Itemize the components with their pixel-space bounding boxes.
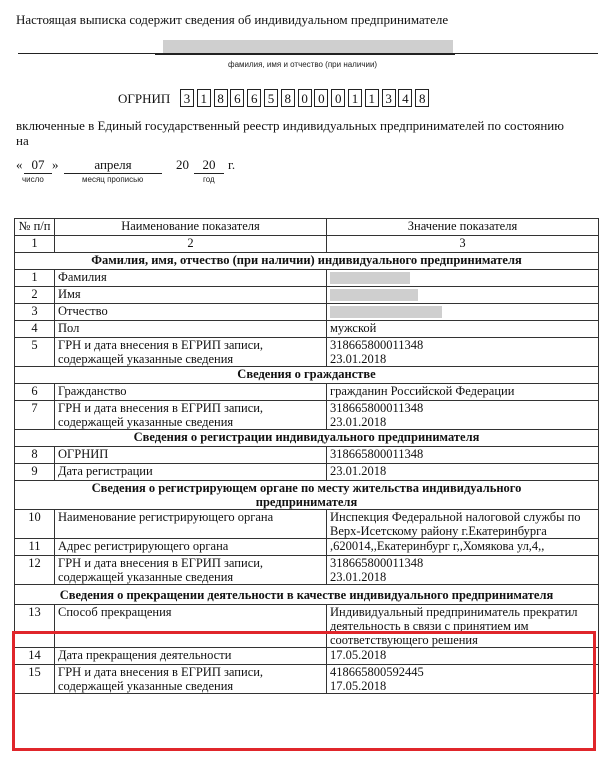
table-row (15, 401, 599, 430)
ogrnip-digit-box: 8 (214, 89, 228, 107)
row-num: 3 (15, 304, 55, 321)
ogrnip-digit-box: 0 (314, 89, 328, 107)
row-name: ГРН и дата внесения в ЕГРИП записи, содержащей указанные сведения (55, 401, 327, 430)
statement-text: Настоящая выписка содержит сведения об индивидуальном предпринимателе (16, 12, 449, 27)
ogrnip-digit-box: 8 (281, 89, 295, 107)
colnum-2: 2 (55, 236, 327, 253)
row-value-redacted (327, 270, 599, 287)
row-name: ОГРНИП (55, 447, 327, 464)
header-value: Значение показателя (327, 219, 599, 236)
ogrnip-digit-box: 8 (415, 89, 429, 107)
table-header-row (15, 219, 599, 236)
ogrnip-digit-box: 6 (230, 89, 244, 107)
date-open-quote: « (16, 157, 23, 172)
ogrnip-boxes (180, 89, 432, 107)
day-caption: число (22, 175, 44, 184)
row-value: Индивидуальный предприниматель прекратил деятельность в связи с принятием им соответствующего решения (327, 605, 599, 648)
row-value-redacted (327, 304, 599, 321)
table-row (15, 539, 599, 556)
date-month: апреля (64, 157, 162, 174)
ogrnip-digit-box: 3 (382, 89, 396, 107)
ogrnip-digit-box: 4 (398, 89, 412, 107)
header-name: Наименование показателя (55, 219, 327, 236)
row-value (327, 665, 599, 694)
colnum-1: 1 (15, 236, 55, 253)
row-num: 9 (15, 464, 55, 481)
row-num: 6 (15, 384, 55, 401)
table-row (15, 384, 599, 401)
row-name: Фамилия (55, 270, 327, 287)
row-name: ГРН и дата внесения в ЕГРИП записи, содержащей указанные сведения (55, 338, 327, 367)
row-value: 17.05.2018 (327, 648, 599, 665)
table-row (15, 287, 599, 304)
row-value (327, 338, 599, 367)
row-num: 12 (15, 556, 55, 585)
row-name: Гражданство (55, 384, 327, 401)
row-num: 1 (15, 270, 55, 287)
ogrnip-digit-box: 1 (365, 89, 379, 107)
row-num: 13 (15, 605, 55, 648)
grn-date: 17.05.2018 (330, 679, 387, 693)
row-num: 8 (15, 447, 55, 464)
ogrnip-digit-box: 5 (264, 89, 278, 107)
ogrnip-digit-box: 1 (348, 89, 362, 107)
row-num: 7 (15, 401, 55, 430)
row-value-redacted (327, 287, 599, 304)
header-underline (18, 53, 598, 54)
year-caption: год (203, 175, 215, 184)
row-value: мужской (327, 321, 599, 338)
section-fio: Фамилия, имя, отчество (при наличии) индивидуального предпринимателя (15, 253, 599, 270)
table-row (15, 447, 599, 464)
row-name: Способ прекращения (55, 605, 327, 648)
grn-date: 23.01.2018 (330, 352, 387, 366)
row-num: 5 (15, 338, 55, 367)
table-row (15, 665, 599, 694)
section-registration: Сведения о регистрации индивидуального предпринимателя (15, 430, 599, 447)
redacted-name (163, 40, 453, 53)
row-value: 318665800011348 (327, 447, 599, 464)
row-value (327, 401, 599, 430)
row-value: Инспекция Федеральной налоговой службы по Верх-Исетскому району г.Екатеринбурга (327, 510, 599, 539)
row-num: 15 (15, 665, 55, 694)
row-num: 11 (15, 539, 55, 556)
grn-date: 23.01.2018 (330, 570, 387, 584)
date-day: 07 (24, 157, 52, 174)
row-num: 10 (15, 510, 55, 539)
row-name: ГРН и дата внесения в ЕГРИП записи, содержащей указанные сведения (55, 556, 327, 585)
table-row (15, 510, 599, 539)
grn-value: 418665800592445 (330, 665, 424, 679)
ogrnip-digit-box: 0 (298, 89, 312, 107)
row-value: 23.01.2018 (327, 464, 599, 481)
date-year-suffix: 20 (194, 157, 224, 174)
table-row (15, 304, 599, 321)
row-num: 2 (15, 287, 55, 304)
grn-value: 318665800011348 (330, 401, 424, 415)
name-caption: фамилия, имя и отчество (при наличии) (228, 60, 378, 69)
included-text: включенные в Единый государственный реестр индивидуальных предпринимателей по состоянию на (16, 118, 564, 148)
grn-value: 318665800011348 (330, 338, 424, 352)
ogrnip-digit-box: 1 (197, 89, 211, 107)
table-row (15, 270, 599, 287)
ogrnip-digit-box: 3 (180, 89, 194, 107)
date-close-quote: » (52, 157, 59, 172)
table-row (15, 556, 599, 585)
row-value: ,620014,,Екатеринбург г,,Хомякова ул,4,, (327, 539, 599, 556)
row-name: Дата прекращения деятельности (55, 648, 327, 665)
grn-value: 318665800011348 (330, 556, 424, 570)
row-name: Пол (55, 321, 327, 338)
redacted-patronymic (330, 306, 442, 318)
table-row (15, 321, 599, 338)
date-year-word: г. (228, 157, 236, 172)
ogrnip-digit-box: 0 (331, 89, 345, 107)
ogrnip-digit-box: 6 (247, 89, 261, 107)
grn-date: 23.01.2018 (330, 415, 387, 429)
row-num: 4 (15, 321, 55, 338)
table-row (15, 605, 599, 648)
row-name: Наименование регистрирующего органа (55, 510, 327, 539)
row-name: ГРН и дата внесения в ЕГРИП записи, содержащей указанные сведения (55, 665, 327, 694)
row-value (327, 556, 599, 585)
row-name: Отчество (55, 304, 327, 321)
extract-table (14, 218, 599, 694)
table-row (15, 338, 599, 367)
date-year-prefix: 20 (176, 157, 189, 172)
row-num: 14 (15, 648, 55, 665)
row-name: Дата регистрации (55, 464, 327, 481)
colnum-3: 3 (327, 236, 599, 253)
redacted-first-name (330, 289, 418, 301)
ogrnip-label: ОГРНИП (118, 91, 171, 106)
column-number-row (15, 236, 599, 253)
redacted-surname (330, 272, 410, 284)
month-caption: месяц прописью (82, 175, 144, 184)
section-registering-organ: Сведения о регистрирующем органе по месту жительства индивидуального предпринимателя (15, 481, 599, 510)
table-row (15, 648, 599, 665)
row-value: гражданин Российской Федерации (327, 384, 599, 401)
row-name: Адрес регистрирующего органа (55, 539, 327, 556)
header-num: № п/п (15, 219, 55, 236)
section-termination: Сведения о прекращении деятельности в качестве индивидуального предпринимателя (15, 585, 599, 605)
row-name: Имя (55, 287, 327, 304)
section-citizenship: Сведения о гражданстве (15, 367, 599, 384)
table-row (15, 464, 599, 481)
